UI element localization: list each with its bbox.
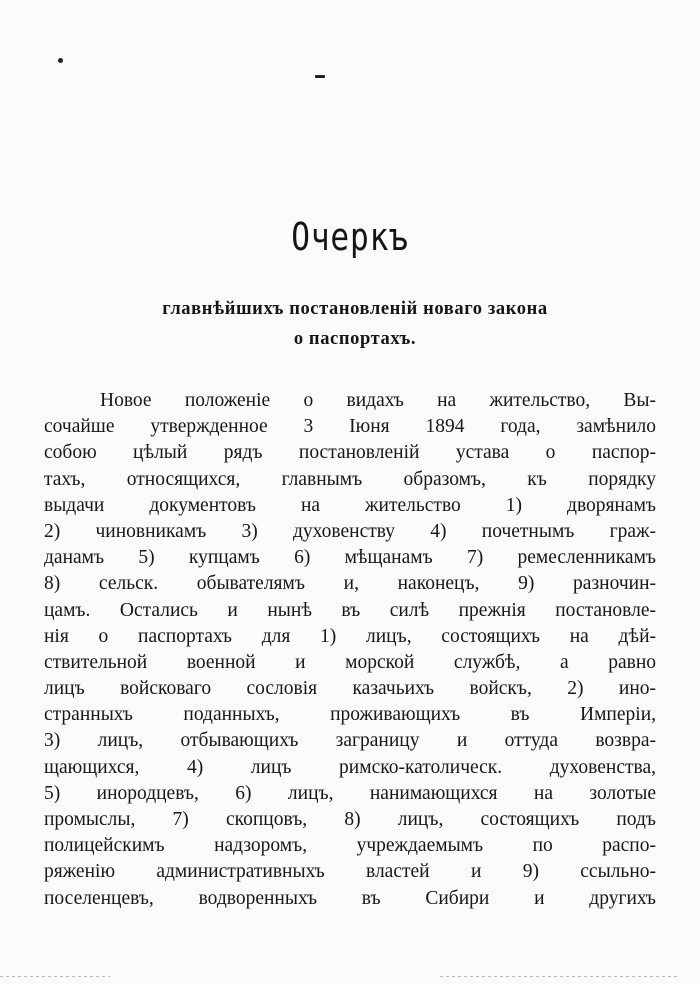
body-text — [44, 388, 656, 912]
text-line: данамъ 5) купцамъ 6) мѣщанамъ 7) ремесленникамъ — [44, 547, 656, 569]
text-line: полицейскимъ надзоромъ, учреждаемымъ по распо- — [44, 835, 656, 857]
ink-speck — [315, 75, 325, 78]
text-line: промыслы, 7) скопцовъ, 8) лицъ, состоящихъ подъ — [44, 809, 656, 830]
page-edge-rule — [0, 976, 110, 977]
text-line: Новое положеніе о видахъ на жительство, Вы- — [100, 390, 656, 411]
page-subtitle — [60, 294, 650, 354]
text-line: 8) сельск. обывателямъ и, наконецъ, 9) разночин- — [44, 573, 656, 595]
text-line: цамъ. Остались и нынѣ въ силѣ прежнія постановле- — [44, 599, 656, 621]
text-line: 2) чиновникамъ 3) духовенству 4) почетнымъ граж- — [44, 520, 656, 542]
page-title: Очеркъ — [291, 215, 409, 259]
text-line: 3) лицъ, отбывающихъ заграницу и оттуда возвра- — [44, 730, 656, 752]
subtitle-line: о паспортахъ. — [293, 329, 417, 349]
text-line: сочайше утвержденное 3 Іюня 1894 года, замѣнило — [44, 416, 656, 438]
text-line: поселенцевъ, водворенныхъ въ Сибири и другихъ — [44, 887, 656, 909]
text-line: лицъ войсковаго сословія казачьихъ войскъ, 2) ино- — [44, 678, 656, 700]
ink-speck — [58, 58, 63, 63]
text-line: нія о паспортахъ для 1) лицъ, состоящихъ на дѣй- — [44, 625, 656, 647]
text-line: 5) инородцевъ, 6) лицъ, нанимающихся на золотые — [44, 782, 656, 804]
subtitle-line: главнѣйшихъ постановленій новаго закона — [162, 299, 548, 319]
text-line: щающихся, 4) лицъ римско-католическ. духовенства, — [44, 756, 656, 778]
text-line: выдачи документовъ на жительство 1) дворянамъ — [44, 494, 656, 516]
page-edge-rule — [440, 976, 680, 977]
text-line: тахъ, относящихся, главнымъ образомъ, къ порядку — [44, 468, 656, 490]
text-line: собою цѣлый рядъ постановленій устава о паспор- — [44, 442, 656, 464]
text-line: странныхъ поданныхъ, проживающихъ въ Имперіи, — [44, 704, 656, 726]
text-line: ствительной военной и морской службѣ, а равно — [44, 651, 656, 673]
text-line: ряженію административныхъ властей и 9) ссыльно- — [44, 861, 656, 883]
